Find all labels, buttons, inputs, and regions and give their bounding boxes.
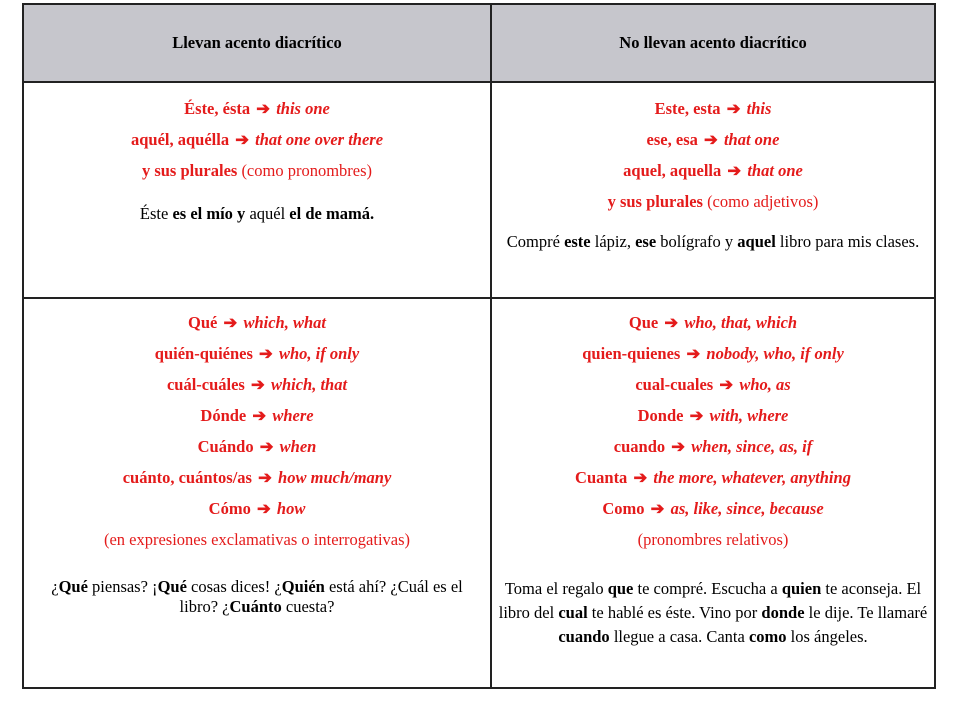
- example-text: bolígrafo y: [656, 232, 738, 251]
- term-word: y sus plurales: [141, 161, 238, 180]
- highlighted-word: Qué: [58, 577, 88, 596]
- term-word: aquél, aquélla: [130, 130, 230, 149]
- highlighted-word: Qué: [157, 577, 187, 596]
- term-word: Donde: [637, 406, 684, 425]
- term-translation: as, like, since, because: [670, 499, 824, 518]
- right-arrow-icon: ➔: [664, 313, 679, 332]
- right-arrow-icon: ➔: [689, 406, 704, 425]
- r2-left-list: [30, 307, 484, 524]
- term-word: Dónde: [200, 406, 247, 425]
- right-arrow-icon: ➔: [252, 406, 267, 425]
- right-arrow-icon: ➔: [704, 130, 718, 149]
- term-word: Este, esta: [654, 99, 721, 118]
- term-line: [30, 155, 484, 186]
- term-line: [498, 431, 928, 462]
- term-line: [30, 338, 484, 369]
- right-arrow-icon: ➔: [235, 130, 250, 149]
- term-translation: that one: [723, 130, 780, 149]
- example-text: está ahí? ¿Cuál es el libro? ¿: [179, 577, 463, 616]
- term-line: [498, 307, 928, 338]
- term-word: Cuándo: [197, 437, 254, 456]
- example-text: le dije. Te llamaré: [804, 603, 928, 622]
- term-translation: nobody, who, if only: [706, 344, 844, 363]
- right-arrow-icon: ➔: [259, 344, 273, 363]
- term-word: Como: [602, 499, 645, 518]
- r1-right-list: [498, 93, 928, 217]
- term-translation: where: [272, 406, 314, 425]
- example-text: ¿: [51, 577, 59, 596]
- term-word: Que: [628, 313, 659, 332]
- term-word: quién-quiénes: [154, 344, 253, 363]
- term-translation: this one: [276, 99, 330, 118]
- r1-left-example: [30, 204, 484, 224]
- highlighted-word: quien: [781, 579, 822, 598]
- right-arrow-icon: ➔: [258, 468, 272, 487]
- term-word: aquel, aquella: [623, 161, 722, 180]
- r2-right-example: [498, 577, 928, 649]
- term-translation: which, what: [243, 313, 326, 332]
- example-text: te aconseja. El libro del: [498, 579, 922, 622]
- term-line: [30, 493, 484, 524]
- term-line: [30, 400, 484, 431]
- right-arrow-icon: ➔: [727, 161, 742, 180]
- example-text: te hablé es éste. Vino por: [587, 603, 762, 622]
- example-text: te compré. Escucha a: [633, 579, 782, 598]
- term-translation: who, that, which: [684, 313, 798, 332]
- term-note: (como pronombres): [241, 161, 373, 180]
- term-word: cual-cuales: [635, 375, 714, 394]
- highlighted-word: cuando: [558, 627, 610, 646]
- term-line: [498, 493, 928, 524]
- right-arrow-icon: ➔: [223, 313, 238, 332]
- r2-left-example: [30, 577, 484, 617]
- term-translation: who, if only: [278, 344, 360, 363]
- right-arrow-icon: ➔: [259, 437, 274, 456]
- example-text: aquél: [249, 204, 286, 223]
- right-arrow-icon: ➔: [719, 375, 734, 394]
- term-word: ese, esa: [646, 130, 698, 149]
- r1-right-example: [498, 231, 928, 253]
- highlighted-word: como: [748, 627, 787, 646]
- highlighted-word: Quién: [281, 577, 325, 596]
- term-word: quien-quienes: [582, 344, 681, 363]
- example-text: llegue a casa. Canta: [609, 627, 749, 646]
- highlighted-word: el de mamá.: [285, 204, 375, 223]
- term-line: [30, 124, 484, 155]
- term-word: cuando: [613, 437, 666, 456]
- term-translation: this: [746, 99, 772, 118]
- term-translation: how much/many: [278, 468, 392, 487]
- term-line: [498, 369, 928, 400]
- right-arrow-icon: ➔: [671, 437, 686, 456]
- term-translation: which, that: [270, 375, 348, 394]
- term-line: [30, 307, 484, 338]
- term-word: Cuanta: [575, 468, 628, 487]
- r1-left-list: [30, 93, 484, 186]
- right-arrow-icon: ➔: [726, 99, 741, 118]
- r1-right-cell: [491, 82, 935, 298]
- term-word: cuál-cuáles: [166, 375, 245, 394]
- highlighted-word: que: [607, 579, 634, 598]
- example-text: cosas dices! ¿: [186, 577, 282, 596]
- term-line: [498, 338, 928, 369]
- r1-left-cell: [23, 82, 491, 298]
- r2-right-list: [498, 307, 928, 524]
- right-arrow-icon: ➔: [686, 344, 701, 363]
- right-arrow-icon: ➔: [256, 499, 271, 518]
- term-translation: that one: [747, 161, 803, 180]
- highlighted-word: aquel: [737, 232, 776, 251]
- example-text: los ángeles.: [786, 627, 868, 646]
- term-line: [30, 93, 484, 124]
- highlighted-word: Cuánto: [229, 597, 282, 616]
- term-line: [498, 155, 928, 186]
- term-line: [498, 186, 928, 217]
- right-arrow-icon: ➔: [250, 375, 265, 394]
- example-text: lápiz,: [590, 232, 636, 251]
- term-translation: the more, whatever, anything: [653, 468, 851, 487]
- term-translation: when: [279, 437, 317, 456]
- r2-left-cell: [23, 298, 491, 688]
- right-arrow-icon: ➔: [256, 99, 271, 118]
- term-line: [498, 400, 928, 431]
- example-text: libro para mis clases.: [775, 232, 920, 251]
- term-note: (como adjetivos): [707, 192, 819, 211]
- highlighted-word: es el mío y: [168, 204, 250, 223]
- term-translation: when, since, as, if: [691, 437, 813, 456]
- term-word: Qué: [188, 313, 218, 332]
- term-line: [30, 431, 484, 462]
- header-left: Llevan acento diacrítico: [23, 4, 491, 82]
- highlighted-word: ese: [635, 232, 657, 251]
- term-translation: with, where: [709, 406, 789, 425]
- term-line: [30, 369, 484, 400]
- term-translation: how: [276, 499, 306, 518]
- term-line: [498, 124, 928, 155]
- term-line: [30, 462, 484, 493]
- highlighted-word: este: [564, 232, 591, 251]
- example-text: cuesta?: [281, 597, 335, 616]
- right-arrow-icon: ➔: [633, 468, 648, 487]
- highlighted-word: donde: [761, 603, 805, 622]
- right-arrow-icon: ➔: [650, 499, 665, 518]
- term-translation: that one over there: [255, 130, 384, 149]
- r2-right-note: (pronombres relativos): [637, 530, 789, 549]
- term-translation: who, as: [739, 375, 791, 394]
- highlighted-word: cual: [558, 603, 588, 622]
- example-text: Compré: [506, 232, 565, 251]
- example-text: piensas? ¡: [87, 577, 158, 596]
- example-text: Toma el regalo: [504, 579, 608, 598]
- term-word: y sus plurales: [607, 192, 703, 211]
- r2-right-cell: [491, 298, 935, 688]
- diacritic-accent-table: [22, 3, 936, 689]
- r2-left-note: (en expresiones exclamativas o interrogativas): [103, 530, 411, 549]
- term-word: Éste, ésta: [184, 99, 251, 118]
- term-word: Cómo: [208, 499, 251, 518]
- header-right: No llevan acento diacrítico: [491, 4, 935, 82]
- term-line: [498, 93, 928, 124]
- term-word: cuánto, cuántos/as: [122, 468, 252, 487]
- example-text: Éste: [139, 204, 169, 223]
- term-line: [498, 462, 928, 493]
